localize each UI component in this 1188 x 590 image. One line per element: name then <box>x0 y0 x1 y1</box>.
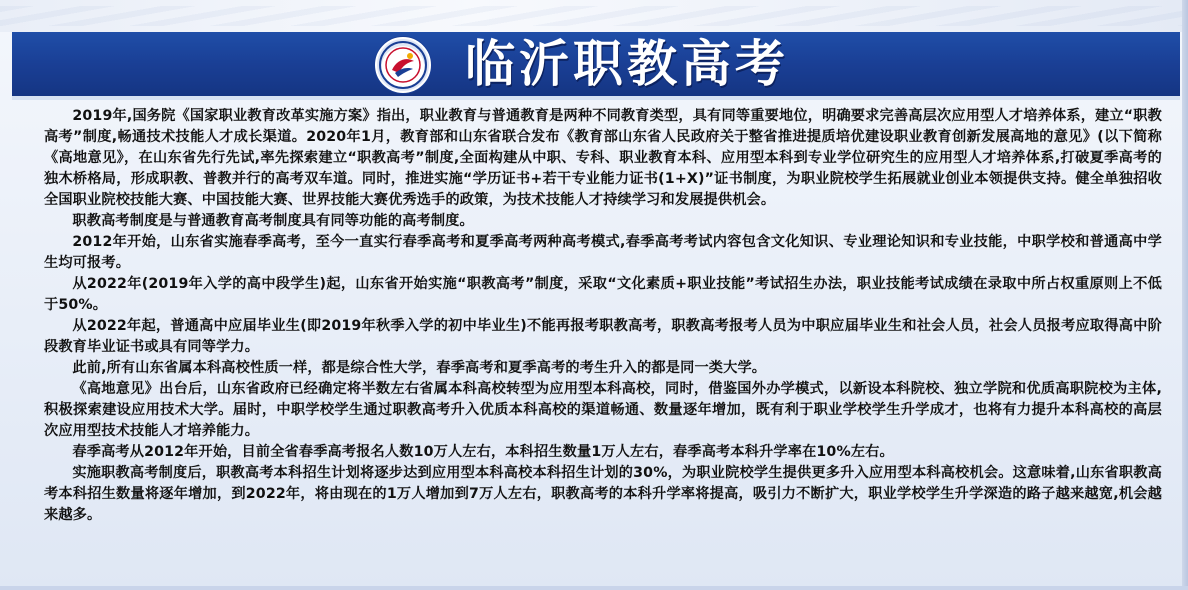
paragraph-8: 春季高考从2012年开始，目前全省春季高考报名人数10万人左右，本科招生数量1万人左右，春季高考本科升学率在10%左右。 <box>72 444 894 460</box>
school-emblem-icon <box>375 37 431 93</box>
title-divider <box>12 96 1180 100</box>
paragraph-4: 从2022年(2019年入学的高中段学生)起，山东省开始实施“职教高考”制度，采取“文化素质+职业技能”考试招生办法，职业技能考试成绩在录取中所占权重原则上不低于50%。 <box>44 276 1162 313</box>
decorative-top-band <box>0 0 1188 32</box>
paragraph-1: 2019年,国务院《国家职业教育改革实施方案》指出，职业教育与普通教育是两种不同教育类型，具有同等重要地位，明确要求完善高层次应用型人才培养体系，建立“职教高考”制度,畅通技术技能人才成长渠道。2020年1月，教育部和山东省联合发布《教育部山东省人民政府关于整省推进提质培优建设职业教育创新发展高地的意见》(以下简称《高地意见》，在山东省先行先试,率先探索建立“职教高考”制度,全面构建从中职、专科、职业教育本科、应用型本科到专业学位研究生的应用型人才培养体系,打破夏季高考的独木桥格局，形成职教、普教并行的高考双车道。同时，推进实施“学历证书+若干专业能力证书(1+X)”证书制度，为职业院校学生拓展就业创业本领提供支持。健全单独招收全国职业院校技能大赛、中国技能大赛、世界技能大赛优秀选手的政策，为技术技能人才持续学习和发展提供机会。 <box>44 108 1162 208</box>
paragraph-7: 《高地意见》出台后，山东省政府已经确定将半数左右省属本科高校转型为应用型本科高校，同时，借鉴国外办学模式，以新设本科院校、独立学院和优质高职院校为主体,积极探索建设应用技术大学。届时，中职学校学生通过职教高考升入优质本科高校的渠道畅通、数量逐年增加，既有利于职业学校学生升学成才，也将有力提升本科高校的高层次应用型技术技能人才培养能力。 <box>44 381 1162 439</box>
paragraph-2: 职教高考制度是与普通教育高考制度具有同等功能的高考制度。 <box>72 213 474 229</box>
bottom-edge-border <box>0 586 1188 590</box>
paragraph-3: 2012年开始，山东省实施春季高考，至今一直实行春季高考和夏季高考两种高考模式,春季高考考试内容包含文化知识、专业理论知识和专业技能，中职学校和普通高中学生均可报考。 <box>44 234 1162 271</box>
page-title: 临沂职教高考 <box>465 35 789 93</box>
right-edge-border <box>1182 0 1188 590</box>
paragraph-9: 实施职教高考制度后，职教高考本科招生计划将逐步达到应用型本科高校本科招生计划的30%，为职业院校学生提供更多升入应用型本科高校机会。这意味着,山东省职教高考本科招生数量将逐年增加，到2022年，将由现在的1万人增加到7万人左右，职教高考的本科升学率将提高，吸引力不断扩大，职业学校学生升学深造的路子越来越宽,机会越来越多。 <box>44 465 1162 523</box>
paragraph-5: 从2022年起，普通高中应届毕业生(即2019年秋季入学的初中毕业生)不能再报考职教高考，职教高考报考人员为中职应届毕业生和社会人员，社会人员报考应取得高中阶段教育毕业证书或具有同等学力。 <box>44 318 1162 355</box>
paragraph-6: 此前,所有山东省属本科高校性质一样，都是综合性大学，春季高考和夏季高考的考生升入的都是同一类大学。 <box>72 360 767 376</box>
article-body <box>44 106 1162 582</box>
